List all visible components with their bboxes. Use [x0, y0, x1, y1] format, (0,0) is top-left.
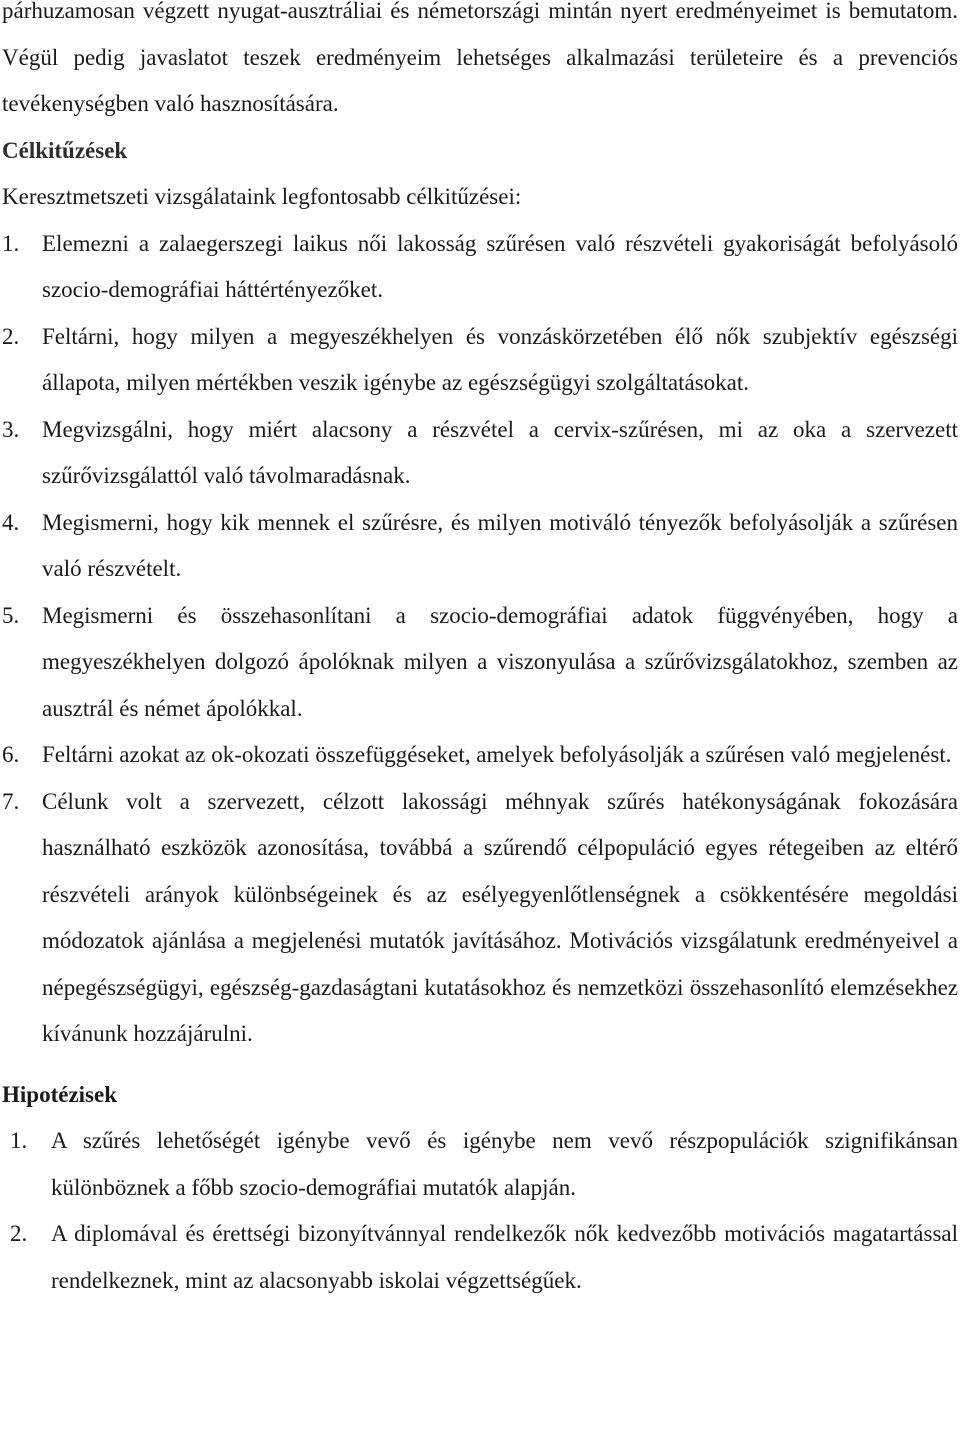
objectives-subheading: Keresztmetszeti vizsgálataink legfontosabb célkitűzései: — [2, 184, 522, 209]
hypothesis-number: 1. — [10, 1128, 28, 1153]
hypothesis-item-2 — [0, 1211, 960, 1304]
objective-item-4 — [0, 500, 960, 593]
objective-number: 2. — [2, 323, 20, 349]
objective-text: Megvizsgálni, hogy miért alacsony a részvétel a cervix-szűrésen, mi az oka a szervezett szűrővizsgálattól való távolmaradásnak. — [42, 416, 958, 488]
hypotheses-list — [0, 1118, 960, 1304]
objective-item-5 — [0, 593, 960, 733]
objective-item-3 — [0, 407, 960, 500]
objective-text: Elemezni a zalaegerszegi laikus női lakosság szűrésen való részvételi gyakoriságát befolyásoló szocio-demográfiai háttértényezőket. — [42, 230, 958, 302]
hypothesis-text: A diplomával és érettségi bizonyítvánnyal rendelkezők nők kedvezőbb motivációs magatartással rendelkeznek, mint az alacsonyabb iskolai végzettségűek. — [51, 1221, 958, 1293]
objective-text: Feltárni azokat az ok-okozati összefüggéseket, amelyek befolyásolják a szűrésen való megjelenést. — [42, 742, 952, 767]
objective-item-7 — [0, 779, 960, 1058]
objective-item-6 — [0, 732, 960, 779]
objective-number: 7. — [2, 788, 20, 814]
hypothesis-item-1 — [0, 1118, 960, 1211]
objective-number: 5. — [2, 602, 20, 628]
objectives-heading: Célkitűzések — [2, 137, 128, 163]
hypotheses-heading: Hipotézisek — [2, 1081, 117, 1107]
objective-text: Feltárni, hogy milyen a megyeszékhelyen és vonzáskörzetében élő nők szubjektív egészségi állapota, milyen mértékben veszik igénybe az egészségügyi szolgáltatásokat. — [42, 323, 958, 395]
hypothesis-text: A szűrés lehetőségét igénybe vevő és igénybe nem vevő részpopulációk szignifikánsan különböznek a főbb szocio-demográfiai mutatók alapján. — [51, 1128, 958, 1200]
objectives-list — [0, 221, 960, 1058]
objective-number: 6. — [2, 742, 20, 767]
hypothesis-number: 2. — [10, 1221, 28, 1246]
objective-text: Megismerni és összehasonlítani a szocio-demográfiai adatok függvényében, hogy a megyeszékhelyen dolgozó ápolóknak milyen a viszonyulása a szűrővizsgálatokhoz, szemben az ausztrál és német ápolókkal. — [42, 602, 958, 721]
objective-number: 1. — [2, 230, 20, 256]
objective-text: Célunk volt a szervezett, célzott lakossági méhnyak szűrés hatékonyságának fokozására használható eszközök azonosítása, továbbá a szűrendő célpopuláció egyes rétegeiben az eltérő részvételi arányok különbségeinek és az esélyegyenlőtlenségnek a csökkentésére megoldási módozatok ajánlása a megjelenési mutatók javításához. Motivációs vizsgálatunk eredményeivel a népegészségügyi, egészség-gazdaságtani kutatásokhoz és nemzetközi összehasonlító elemzésekhez kívánunk hozzájárulni. — [42, 788, 958, 1046]
objective-number: 4. — [2, 509, 20, 535]
intro-paragraph: párhuzamosan végzett nyugat-ausztráliai és németországi mintán nyert eredményeimet is bemutatom. Végül pedig javaslatot teszek eredményeim lehetséges alkalmazási területeire és a prevenciós tevékenységben való hasznosítására. — [2, 0, 958, 116]
objective-number: 3. — [2, 416, 20, 442]
objective-text: Megismerni, hogy kik mennek el szűrésre, és milyen motiváló tényezők befolyásolják a szűrésen való részvételt. — [42, 509, 958, 581]
objective-item-1 — [0, 221, 960, 314]
objective-item-2 — [0, 314, 960, 407]
